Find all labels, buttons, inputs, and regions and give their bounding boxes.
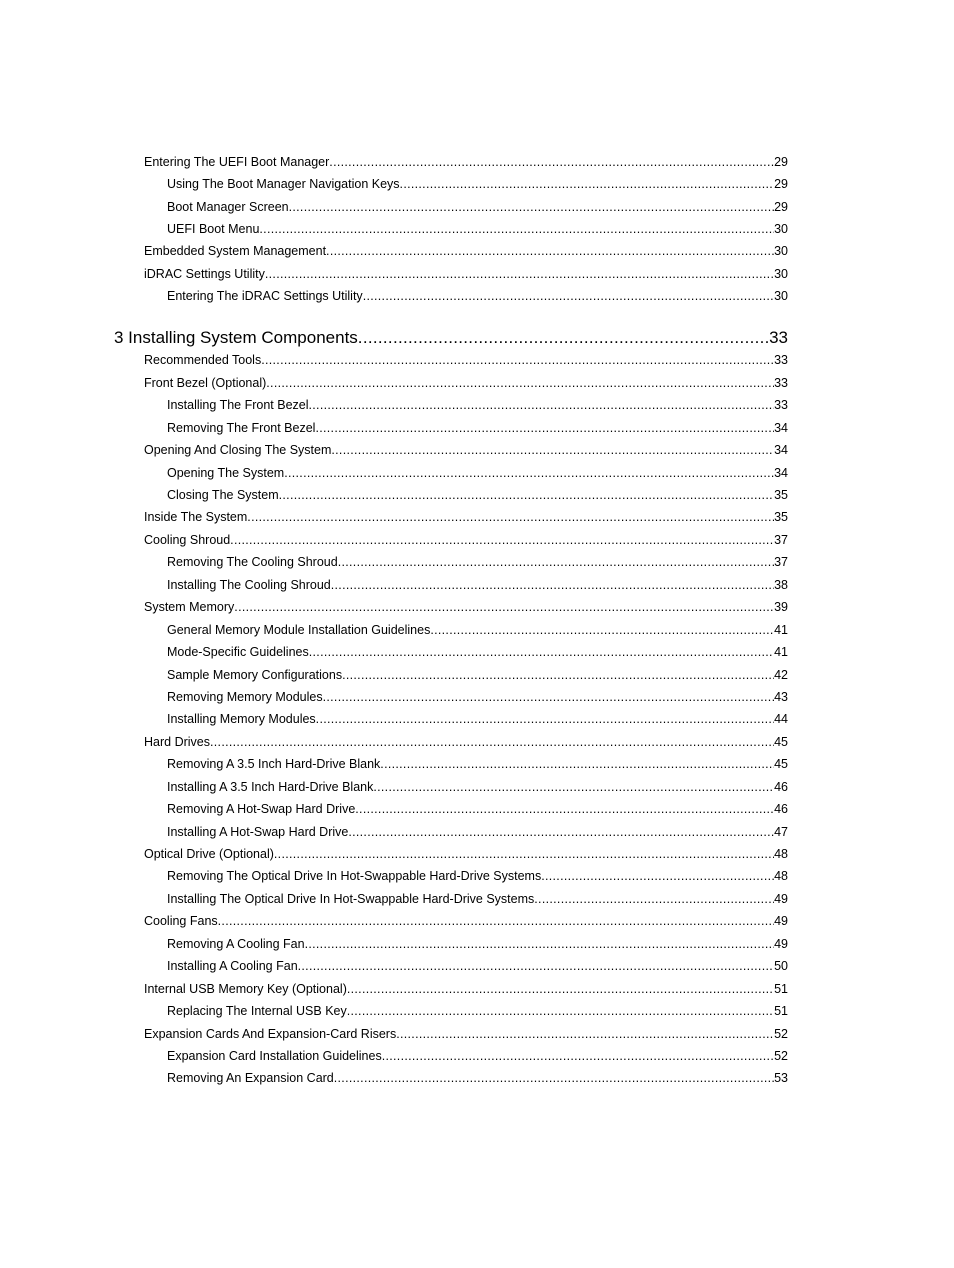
toc-entry-title: Removing The Optical Drive In Hot-Swappable Hard-Drive Systems [167, 869, 542, 883]
toc-entry-page: 39 [774, 600, 788, 614]
toc-entry[interactable] [144, 845, 788, 863]
toc-entry-page: 30 [774, 244, 788, 258]
toc-entry-title: System Memory [144, 600, 235, 614]
toc-entry-title: Recommended Tools [144, 353, 262, 367]
toc-entry-title: Removing A Cooling Fan [167, 937, 305, 951]
toc-entry[interactable] [144, 912, 788, 930]
toc-entry-title: Sample Memory Configurations [167, 668, 343, 682]
toc-entry[interactable] [167, 666, 788, 684]
toc-entry-page: 30 [774, 267, 788, 281]
toc-entry[interactable] [167, 935, 788, 953]
toc-entry[interactable] [167, 198, 788, 216]
toc-entry-page: 48 [774, 847, 788, 861]
toc-entry-title: Optical Drive (Optional) [144, 847, 274, 861]
toc-entry-title: Removing A Hot-Swap Hard Drive [167, 802, 356, 816]
toc-entry-page: 29 [774, 155, 788, 169]
toc-entry[interactable] [167, 778, 788, 796]
toc-dot-leader [279, 486, 774, 504]
toc-dot-leader [259, 220, 774, 238]
toc-dot-leader [284, 464, 774, 482]
toc-entry-title: Opening The System [167, 466, 285, 480]
toc-dot-leader [534, 890, 774, 908]
toc-entry-page: 34 [774, 466, 788, 480]
toc-entry-page: 45 [774, 757, 788, 771]
toc-entry-page: 33 [774, 376, 788, 390]
toc-entry-page: 45 [774, 735, 788, 749]
toc-entry[interactable] [167, 553, 788, 571]
toc-dot-leader [380, 755, 774, 773]
toc-dot-leader [373, 778, 774, 796]
toc-entry[interactable] [167, 1069, 788, 1087]
toc-entry-title: Front Bezel (Optional) [144, 376, 267, 390]
toc-dot-leader [382, 1047, 774, 1065]
toc-entry[interactable] [167, 890, 788, 908]
toc-entry-page: 53 [774, 1071, 788, 1085]
toc-dot-leader [338, 553, 774, 571]
toc-dot-leader [274, 845, 774, 863]
toc-dot-leader [342, 666, 774, 684]
toc-entry-title: Installing A Hot-Swap Hard Drive [167, 825, 349, 839]
toc-entry[interactable] [167, 1002, 788, 1020]
toc-entry-title: Entering The UEFI Boot Manager [144, 155, 330, 169]
toc-entry-page: 33 [769, 328, 788, 347]
toc-entry-page: 34 [774, 421, 788, 435]
toc-entry-page: 49 [774, 937, 788, 951]
toc-dot-leader [331, 576, 774, 594]
toc-entry[interactable] [167, 419, 788, 437]
toc-entry[interactable] [144, 153, 788, 171]
toc-dot-leader [210, 733, 774, 751]
toc-entry[interactable] [144, 980, 788, 998]
toc-entry-page: 47 [774, 825, 788, 839]
toc-entry-title: Removing Memory Modules [167, 690, 323, 704]
toc-entry-title: Closing The System [167, 488, 279, 502]
toc-entry-title: Internal USB Memory Key (Optional) [144, 982, 347, 996]
toc-entry-title: 3 Installing System Components [114, 328, 358, 347]
toc-entry-title: Mode-Specific Guidelines [167, 645, 309, 659]
toc-dot-leader [265, 265, 774, 283]
toc-dot-leader [261, 351, 774, 369]
toc-dot-leader [363, 287, 774, 305]
toc-chapter-entry[interactable] [114, 326, 788, 350]
toc-dot-leader [316, 710, 774, 728]
toc-entry[interactable] [144, 242, 788, 260]
toc-entry-page: 46 [774, 802, 788, 816]
toc-entry[interactable] [167, 867, 788, 885]
toc-entry-title: Removing An Expansion Card [167, 1071, 334, 1085]
toc-entry-page: 52 [774, 1049, 788, 1063]
toc-entry[interactable] [167, 464, 788, 482]
toc-entry[interactable] [144, 1025, 788, 1043]
toc-dot-leader [266, 374, 774, 392]
toc-entry-page: 30 [774, 222, 788, 236]
toc-entry[interactable] [167, 396, 788, 414]
toc-entry-title: Hard Drives [144, 735, 210, 749]
toc-dot-leader [298, 957, 774, 975]
toc-dot-leader [289, 198, 774, 216]
toc-dot-leader [326, 242, 774, 260]
toc-entry-page: 35 [774, 488, 788, 502]
toc-dot-leader [309, 643, 774, 661]
toc-entry-page: 34 [774, 443, 788, 457]
toc-entry-page: 33 [774, 398, 788, 412]
toc-entry-page: 50 [774, 959, 788, 973]
toc-entry-title: Installing The Optical Drive In Hot-Swappable Hard-Drive Systems [167, 892, 535, 906]
toc-entry[interactable] [144, 374, 788, 392]
toc-entry-title: Removing The Cooling Shroud [167, 555, 338, 569]
toc-entry-title: Installing A 3.5 Inch Hard-Drive Blank [167, 780, 374, 794]
toc-dot-leader [348, 823, 774, 841]
toc-entry-page: 46 [774, 780, 788, 794]
toc-entry-page: 38 [774, 578, 788, 592]
toc-dot-leader [347, 980, 774, 998]
toc-entry[interactable] [144, 508, 788, 526]
toc-dot-leader [430, 621, 774, 639]
toc-entry-page: 49 [774, 914, 788, 928]
toc-entry-title: Installing The Cooling Shroud [167, 578, 331, 592]
toc-dot-leader [358, 326, 769, 350]
toc-entry-title: Opening And Closing The System [144, 443, 332, 457]
toc-dot-leader [347, 1002, 774, 1020]
toc-entry-page: 37 [774, 555, 788, 569]
toc-dot-leader [305, 935, 775, 953]
toc-entry[interactable] [167, 688, 788, 706]
toc-entry[interactable] [167, 643, 788, 661]
toc-entry-page: 29 [774, 177, 788, 191]
toc-entry-page: 51 [774, 982, 788, 996]
toc-entry-title: Cooling Fans [144, 914, 218, 928]
toc-entry-page: 41 [774, 623, 788, 637]
toc-entry[interactable] [167, 823, 788, 841]
toc-entry-title: Installing The Front Bezel [167, 398, 309, 412]
toc-entry-title: Entering The iDRAC Settings Utility [167, 289, 363, 303]
toc-entry[interactable] [167, 287, 788, 305]
toc-entry-page: 33 [774, 353, 788, 367]
toc-entry-page: 35 [774, 510, 788, 524]
toc-entry[interactable] [167, 710, 788, 728]
toc-dot-leader [541, 867, 774, 885]
toc-entry[interactable] [167, 175, 788, 193]
toc-entry[interactable] [144, 441, 788, 459]
toc-entry-title: Using The Boot Manager Navigation Keys [167, 177, 400, 191]
toc-dot-leader [247, 508, 774, 526]
toc-entry-title: Installing A Cooling Fan [167, 959, 298, 973]
toc-entry-page: 30 [774, 289, 788, 303]
toc-entry[interactable] [144, 598, 788, 616]
toc-entry-title: Removing A 3.5 Inch Hard-Drive Blank [167, 757, 381, 771]
toc-dot-leader [315, 419, 774, 437]
toc-entry-page: 48 [774, 869, 788, 883]
toc-entry-page: 49 [774, 892, 788, 906]
toc-entry-title: UEFI Boot Menu [167, 222, 260, 236]
toc-entry[interactable] [167, 755, 788, 773]
toc-entry-title: Inside The System [144, 510, 248, 524]
toc-entry[interactable] [167, 957, 788, 975]
toc-dot-leader [218, 912, 774, 930]
toc-entry-page: 43 [774, 690, 788, 704]
toc-entry-page: 37 [774, 533, 788, 547]
toc-entry[interactable] [144, 265, 788, 283]
toc-dot-leader [396, 1025, 774, 1043]
toc-dot-leader [234, 598, 774, 616]
toc-dot-leader [309, 396, 775, 414]
toc-entry-page: 41 [774, 645, 788, 659]
toc-entry-page: 51 [774, 1004, 788, 1018]
toc-entry-page: 42 [774, 668, 788, 682]
toc-entry-title: General Memory Module Installation Guidelines [167, 623, 431, 637]
toc-dot-leader [355, 800, 774, 818]
toc-entry-title: Embedded System Management [144, 244, 327, 258]
toc-dot-leader [323, 688, 774, 706]
toc-entry-title: Boot Manager Screen [167, 200, 289, 214]
toc-dot-leader [230, 531, 774, 549]
toc-entry[interactable] [167, 486, 788, 504]
toc-entry-page: 44 [774, 712, 788, 726]
toc-entry[interactable] [144, 531, 788, 549]
toc-entry[interactable] [144, 733, 788, 751]
toc-entry[interactable] [167, 576, 788, 594]
toc-entry-title: Removing The Front Bezel [167, 421, 316, 435]
toc-entry-page: 52 [774, 1027, 788, 1041]
toc-entry[interactable] [167, 1047, 788, 1065]
toc-entry-page: 29 [774, 200, 788, 214]
toc-dot-leader [334, 1069, 774, 1087]
toc-entry-title: Installing Memory Modules [167, 712, 316, 726]
toc-dot-leader [331, 441, 774, 459]
toc-entry[interactable] [144, 351, 788, 369]
toc-entry[interactable] [167, 220, 788, 238]
toc-entry-title: Expansion Card Installation Guidelines [167, 1049, 382, 1063]
toc-entry-title: iDRAC Settings Utility [144, 267, 265, 281]
toc-entry-title: Cooling Shroud [144, 533, 231, 547]
toc-dot-leader [400, 175, 775, 193]
toc-entry[interactable] [167, 621, 788, 639]
toc-dot-leader [329, 153, 774, 171]
toc-entry[interactable] [167, 800, 788, 818]
toc-entry-title: Replacing The Internal USB Key [167, 1004, 347, 1018]
toc-entry-title: Expansion Cards And Expansion-Card Risers [144, 1027, 397, 1041]
